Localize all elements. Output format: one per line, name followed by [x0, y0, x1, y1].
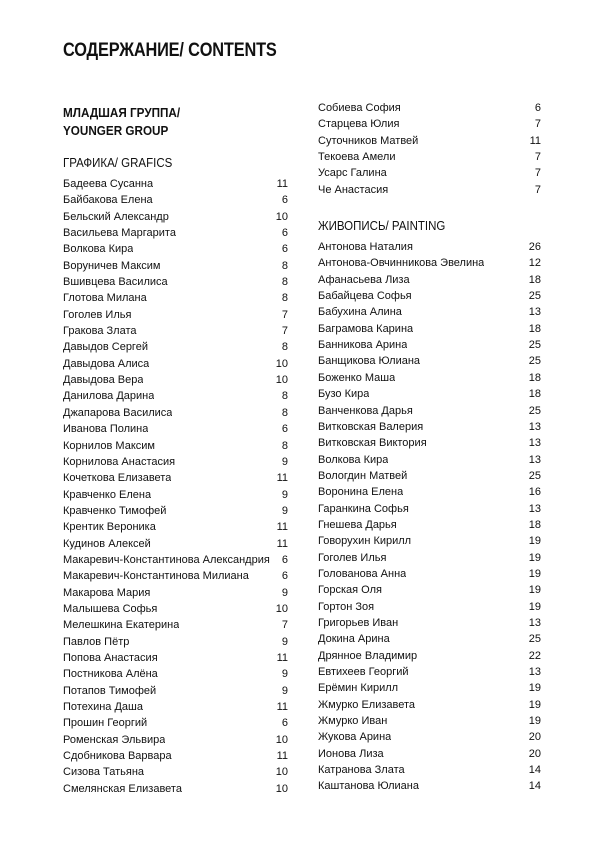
entry-name: Катранова Злата [318, 764, 405, 777]
entry-page-number: 25 [528, 404, 541, 417]
toc-entry [63, 666, 288, 682]
toc-entry [318, 386, 541, 402]
entry-page-number: 10 [275, 357, 288, 370]
entry-page-number: 8 [281, 390, 288, 403]
entry-page-number: 11 [276, 701, 288, 713]
toc-entry [318, 648, 541, 664]
toc-entry [63, 258, 288, 274]
entry-name: Текоева Амели [318, 151, 396, 164]
toc-entry [63, 650, 288, 666]
toc-entry [63, 552, 288, 568]
section-title-grafics: ГРАФИКА/ GRAFICS [63, 156, 173, 170]
entry-name: Давыдова Вера [63, 374, 144, 387]
toc-entry [63, 421, 288, 437]
painting-entry-list [318, 239, 541, 795]
entry-name: Бабухина Алина [318, 306, 402, 319]
toc-entry [63, 617, 288, 633]
entry-name: Гортон Зоя [318, 600, 375, 613]
toc-entry [318, 255, 541, 271]
toc-entry [318, 631, 541, 647]
entry-page-number: 18 [528, 371, 541, 384]
toc-entry [318, 697, 541, 713]
toc-entry [63, 536, 288, 552]
toc-entry [63, 176, 288, 192]
entry-name: Кочеткова Елизавета [63, 472, 172, 485]
entry-name: Ерёмин Кирилл [318, 682, 399, 695]
entry-page-number: 6 [281, 570, 288, 583]
entry-name: Макаревич-Константинова Александрия [63, 553, 270, 566]
entry-page-number: 11 [276, 750, 288, 763]
toc-entry [63, 715, 288, 731]
toc-entry [318, 615, 541, 631]
toc-entry [63, 683, 288, 699]
entry-name: Евтихеев Георгий [318, 666, 409, 678]
toc-entry [63, 503, 288, 519]
entry-page-number: 25 [528, 290, 541, 303]
entry-name: Ионова Лиза [318, 747, 384, 760]
toc-entry [63, 323, 288, 339]
entry-page-number: 9 [281, 455, 288, 468]
entry-name: Жукова Арина [318, 731, 392, 744]
entry-page-number: 11 [276, 521, 288, 534]
entry-name: Волкова Кира [318, 453, 389, 466]
entry-page-number: 25 [528, 355, 541, 368]
entry-name: Гракова Злата [63, 325, 137, 338]
toc-entry [63, 519, 288, 535]
entry-page-number: 13 [528, 616, 541, 629]
entry-page-number: 7 [534, 118, 541, 131]
entry-page-number: 7 [281, 619, 288, 632]
entry-page-number: 20 [528, 731, 541, 744]
toc-entry [318, 713, 541, 729]
toc-entry [63, 192, 288, 208]
entry-name: Витковская Валерия [318, 420, 424, 433]
entry-page-number: 7 [534, 151, 541, 164]
entry-page-number: 11 [276, 472, 288, 485]
entry-name: Витковская Виктория [318, 437, 427, 450]
toc-entry [63, 405, 288, 421]
entry-page-number: 16 [528, 486, 541, 499]
entry-name: Банникова Арина [318, 339, 408, 352]
entry-name: Постникова Алёна [63, 668, 158, 681]
entry-page-number: 10 [275, 766, 288, 779]
entry-name: Че Анастасия [318, 183, 389, 196]
entry-page-number: 8 [281, 406, 288, 419]
toc-entry [63, 454, 288, 470]
toc-entry [63, 781, 288, 797]
entry-name: Роменская Эльвира [63, 733, 166, 746]
entry-name: Давыдова Алиса [63, 357, 150, 370]
toc-entry [318, 165, 541, 181]
toc-entry [318, 533, 541, 549]
entry-page-number: 22 [528, 649, 541, 662]
entry-page-number: 25 [528, 339, 541, 352]
entry-name: Давыдов Сергей [63, 341, 148, 354]
toc-entry [318, 304, 541, 320]
toc-entry [318, 272, 541, 288]
grafics-entry-list-continued [318, 100, 541, 198]
entry-name: Боженко Маша [318, 371, 396, 384]
entry-page-number: 10 [275, 374, 288, 387]
entry-name: Каштанова Юлиана [318, 780, 419, 793]
entry-name: Бабайцева Софья [318, 290, 412, 303]
toc-entry [318, 419, 541, 435]
entry-page-number: 6 [281, 227, 288, 240]
toc-entry [63, 764, 288, 780]
entry-page-number: 19 [528, 584, 541, 597]
entry-page-number: 7 [534, 167, 541, 180]
entry-page-number: 18 [528, 322, 541, 335]
entry-page-number: 8 [281, 292, 288, 305]
entry-page-number: 9 [281, 684, 288, 697]
toc-entry [318, 435, 541, 451]
entry-page-number: 6 [281, 423, 288, 436]
toc-entry [318, 746, 541, 762]
entry-page-number: 6 [281, 553, 288, 566]
toc-entry [63, 307, 288, 323]
entry-page-number: 18 [528, 273, 541, 286]
entry-name: Бельский Александр [63, 210, 169, 223]
entry-name: Васильева Маргарита [63, 227, 176, 240]
toc-entry [63, 209, 288, 225]
entry-page-number: 14 [528, 780, 541, 793]
toc-entry [63, 487, 288, 503]
toc-entry [63, 339, 288, 355]
entry-name: Павлов Пётр [63, 635, 130, 648]
entry-name: Гоголев Илья [63, 308, 132, 321]
entry-name: Крентик Вероника [63, 521, 156, 534]
toc-entry [318, 778, 541, 794]
entry-page-number: 10 [275, 782, 288, 795]
toc-entry [63, 748, 288, 764]
toc-entry [318, 239, 541, 255]
entry-name: Говорухин Кирилл [318, 535, 412, 548]
toc-entry [318, 116, 541, 132]
toc-entry [318, 149, 541, 165]
entry-name: Собиева София [318, 102, 401, 114]
toc-entry [318, 664, 541, 680]
contents-column-left [63, 103, 288, 797]
entry-name: Суточников Матвей [318, 134, 419, 147]
entry-page-number: 6 [281, 194, 288, 207]
toc-entry [318, 501, 541, 517]
section-title-painting: ЖИВОПИСЬ/ PAINTING [318, 219, 446, 234]
toc-entry [318, 353, 541, 369]
entry-page-number: 9 [281, 488, 288, 501]
entry-name: Гаранкина Софья [318, 502, 409, 515]
entry-name: Попова Анастасия [63, 651, 158, 664]
entry-page-number: 8 [281, 276, 288, 289]
entry-page-number: 6 [281, 243, 288, 256]
toc-entry [318, 599, 541, 615]
entry-page-number: 6 [281, 717, 288, 730]
toc-entry [63, 601, 288, 617]
page-title: СОДЕРЖАНИЕ/ CONTENTS [63, 40, 277, 61]
toc-entry [63, 634, 288, 650]
entry-name: Антонова-Овчинникова Эвелина [318, 257, 485, 270]
entry-page-number: 19 [528, 715, 541, 728]
toc-entry [318, 321, 541, 337]
entry-name: Антонова Наталия [318, 241, 413, 254]
entry-page-number: 20 [528, 747, 541, 760]
entry-page-number: 19 [528, 535, 541, 548]
entry-name: Банщикова Юлиана [318, 355, 421, 368]
entry-name: Мелешкина Екатерина [63, 619, 180, 632]
entry-name: Корнилов Максим [63, 439, 155, 452]
entry-page-number: 12 [528, 257, 541, 270]
entry-name: Гоголев Илья [318, 551, 387, 564]
toc-entry [63, 274, 288, 290]
toc-entry [318, 100, 541, 116]
toc-entry [318, 484, 541, 500]
entry-name: Кравченко Тимофей [63, 504, 167, 517]
entry-name: Потехина Даша [63, 701, 143, 713]
entry-page-number: 26 [528, 241, 541, 254]
entry-name: Глотова Милана [63, 292, 147, 305]
entry-name: Докина Арина [318, 633, 390, 646]
entry-name: Байбакова Елена [63, 194, 153, 207]
entry-page-number: 13 [528, 502, 541, 515]
entry-name: Корнилова Анастасия [63, 455, 176, 468]
entry-name: Кудинов Алексей [63, 537, 151, 550]
entry-name: Малышева Софья [63, 602, 158, 615]
toc-entry [63, 470, 288, 486]
entry-name: Макаревич-Константинова Милиана [63, 570, 249, 583]
entry-page-number: 7 [534, 183, 541, 196]
toc-entry [318, 370, 541, 386]
entry-page-number: 10 [275, 210, 288, 223]
entry-name: Жмурко Елизавета [318, 698, 416, 711]
entry-page-number: 19 [528, 551, 541, 564]
toc-entry [63, 699, 288, 715]
entry-name: Кравченко Елена [63, 488, 152, 501]
entry-page-number: 10 [275, 602, 288, 615]
entry-page-number: 9 [281, 635, 288, 648]
entry-page-number: 19 [528, 600, 541, 613]
entry-page-number: 13 [528, 453, 541, 466]
entry-page-number: 10 [275, 733, 288, 746]
entry-name: Бадеева Сусанна [63, 178, 154, 190]
entry-page-number: 9 [281, 586, 288, 599]
toc-entry [63, 372, 288, 388]
entry-name: Афанасьева Лиза [318, 273, 410, 286]
entry-name: Данилова Дарина [63, 390, 155, 403]
toc-entry [63, 290, 288, 306]
entry-name: Макарова Мария [63, 586, 151, 599]
entry-name: Джапарова Василиса [63, 406, 173, 419]
entry-page-number: 8 [281, 439, 288, 452]
entry-name: Григорьев Иван [318, 616, 399, 629]
toc-entry [63, 225, 288, 241]
entry-name: Бузо Кира [318, 388, 370, 401]
entry-page-number: 13 [528, 666, 541, 678]
entry-name: Усарс Галина [318, 167, 387, 180]
entry-page-number: 11 [276, 178, 288, 190]
entry-name: Горская Оля [318, 584, 382, 597]
toc-entry [63, 438, 288, 454]
entry-name: Голованова Анна [318, 567, 407, 580]
entry-page-number: 9 [281, 504, 288, 517]
entry-name: Смелянская Елизавета [63, 782, 182, 795]
entry-name: Ванченкова Дарья [318, 404, 413, 417]
entry-name: Вшивцева Василиса [63, 276, 168, 289]
toc-entry [318, 403, 541, 419]
toc-entry [63, 568, 288, 584]
entry-name: Воронина Елена [318, 486, 404, 499]
entry-page-number: 11 [529, 134, 541, 147]
toc-entry [318, 133, 541, 149]
entry-name: Дрянное Владимир [318, 649, 418, 662]
entry-page-number: 18 [528, 388, 541, 401]
toc-entry [318, 680, 541, 696]
toc-entry [318, 566, 541, 582]
group-title-ru: МЛАДШАЯ ГРУППА/ [63, 105, 181, 120]
entry-name: Потапов Тимофей [63, 684, 157, 697]
entry-page-number: 7 [281, 308, 288, 321]
toc-entry [318, 550, 541, 566]
entry-name: Прошин Георгий [63, 717, 148, 730]
entry-page-number: 8 [281, 259, 288, 272]
entry-page-number: 11 [276, 537, 288, 550]
toc-entry [318, 288, 541, 304]
toc-entry [63, 356, 288, 372]
grafics-entry-list [63, 176, 288, 797]
toc-entry [318, 337, 541, 353]
entry-page-number: 14 [528, 764, 541, 777]
entry-page-number: 25 [528, 633, 541, 646]
entry-name: Баграмова Карина [318, 322, 414, 335]
entry-page-number: 13 [528, 420, 541, 433]
entry-name: Сизова Татьяна [63, 766, 145, 779]
toc-entry [63, 241, 288, 257]
entry-page-number: 6 [534, 102, 541, 114]
toc-entry [318, 582, 541, 598]
group-title-en: YOUNGER GROUP [63, 123, 169, 138]
toc-entry [318, 182, 541, 198]
toc-entry [318, 468, 541, 484]
entry-name: Волкова Кира [63, 243, 134, 256]
entry-name: Вологдин Матвей [318, 469, 408, 482]
entry-page-number: 19 [528, 567, 541, 580]
entry-page-number: 19 [528, 682, 541, 695]
entry-page-number: 7 [281, 325, 288, 338]
entry-page-number: 25 [528, 469, 541, 482]
entry-page-number: 11 [276, 651, 288, 664]
entry-name: Воруничев Максим [63, 259, 161, 272]
entry-page-number: 13 [528, 437, 541, 450]
entry-name: Гнешева Дарья [318, 518, 397, 531]
toc-entry [318, 729, 541, 745]
entry-name: Старцева Юлия [318, 118, 400, 131]
entry-page-number: 18 [528, 518, 541, 531]
toc-entry [318, 452, 541, 468]
entry-name: Жмурко Иван [318, 715, 388, 728]
entry-page-number: 19 [528, 698, 541, 711]
contents-column-right [318, 100, 541, 795]
toc-entry [63, 585, 288, 601]
entry-page-number: 8 [281, 341, 288, 354]
toc-entry [63, 388, 288, 404]
entry-name: Сдобникова Варвара [63, 750, 172, 763]
entry-page-number: 9 [281, 668, 288, 681]
entry-page-number: 13 [528, 306, 541, 319]
toc-entry [63, 732, 288, 748]
toc-entry [318, 762, 541, 778]
entry-name: Иванова Полина [63, 423, 149, 436]
toc-entry [318, 517, 541, 533]
